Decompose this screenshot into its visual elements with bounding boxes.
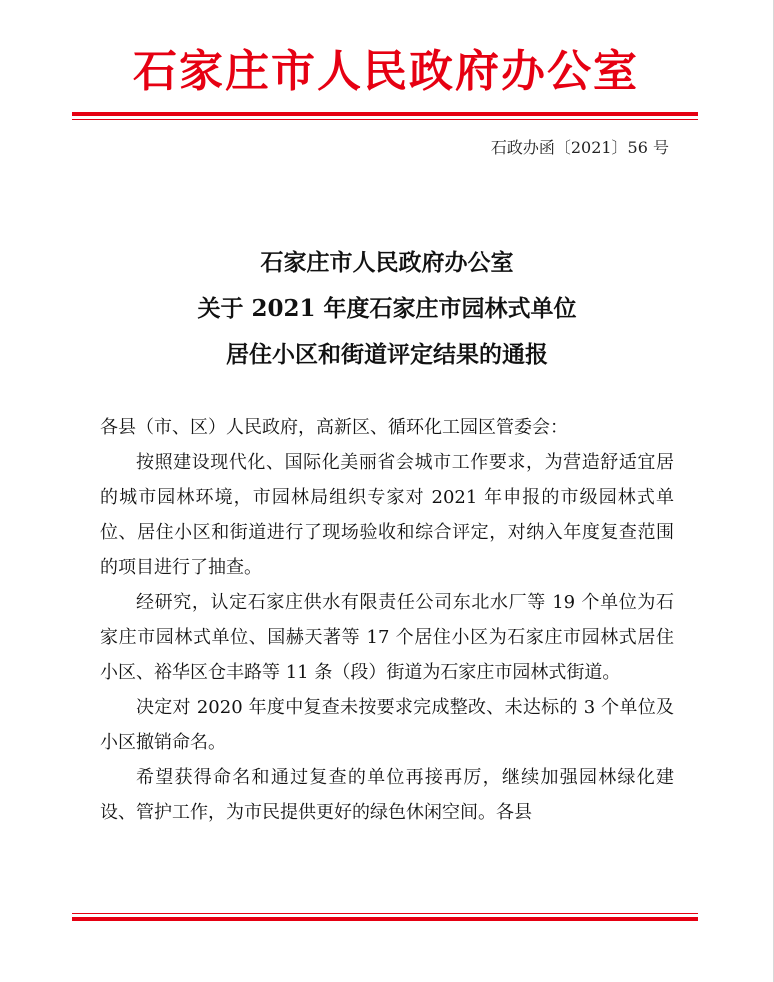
- title-line-3: 居住小区和街道评定结果的通报: [226, 341, 548, 368]
- paragraph-1: 按照建设现代化、国际化美丽省会城市工作要求，为营造舒适宜居的城市园林环境，市园林局组织专家对 2021 年申报的市级园林式单位、居住小区和街道进行了现场验收和综合评定，对纳入年度复查范围的项目进行了抽查。: [100, 452, 674, 578]
- title-line-2: 关于 2021 年度石家庄市园林式单位: [197, 295, 577, 322]
- salutation: 各县（市、区）人民政府，高新区、循环化工园区管委会：: [100, 417, 568, 438]
- title-line-1: 石家庄市人民政府办公室: [260, 249, 514, 276]
- red-separator-bottom-thin: [72, 913, 698, 914]
- document-number: 石政办函〔2021〕56 号: [490, 138, 669, 157]
- document-title: [90, 240, 684, 378]
- paragraph-3: 决定对 2020 年度中复查未按要求完成整改、未达标的 3 个单位及小区撤销命名。: [100, 697, 674, 753]
- paragraph-4: 希望获得命名和通过复查的单位再接再厉，继续加强园林绿化建设、管护工作，为市民提供更好的绿色休闲空间。各县: [100, 767, 674, 823]
- red-separator-top-thick: [72, 112, 698, 116]
- issuer-masthead: 石家庄市人民政府办公室: [133, 46, 639, 97]
- red-separator-top-thin: [72, 119, 698, 120]
- paragraph-2: 经研究，认定石家庄供水有限责任公司东北水厂等 19 个单位为石家庄市园林式单位、国赫天著等 17 个居住小区为石家庄市园林式居住小区、裕华区仓丰路等 11 条（段）街道为石家庄市园林式街道。: [100, 592, 674, 683]
- document-body: [100, 410, 674, 830]
- red-separator-bottom-thick: [72, 917, 698, 921]
